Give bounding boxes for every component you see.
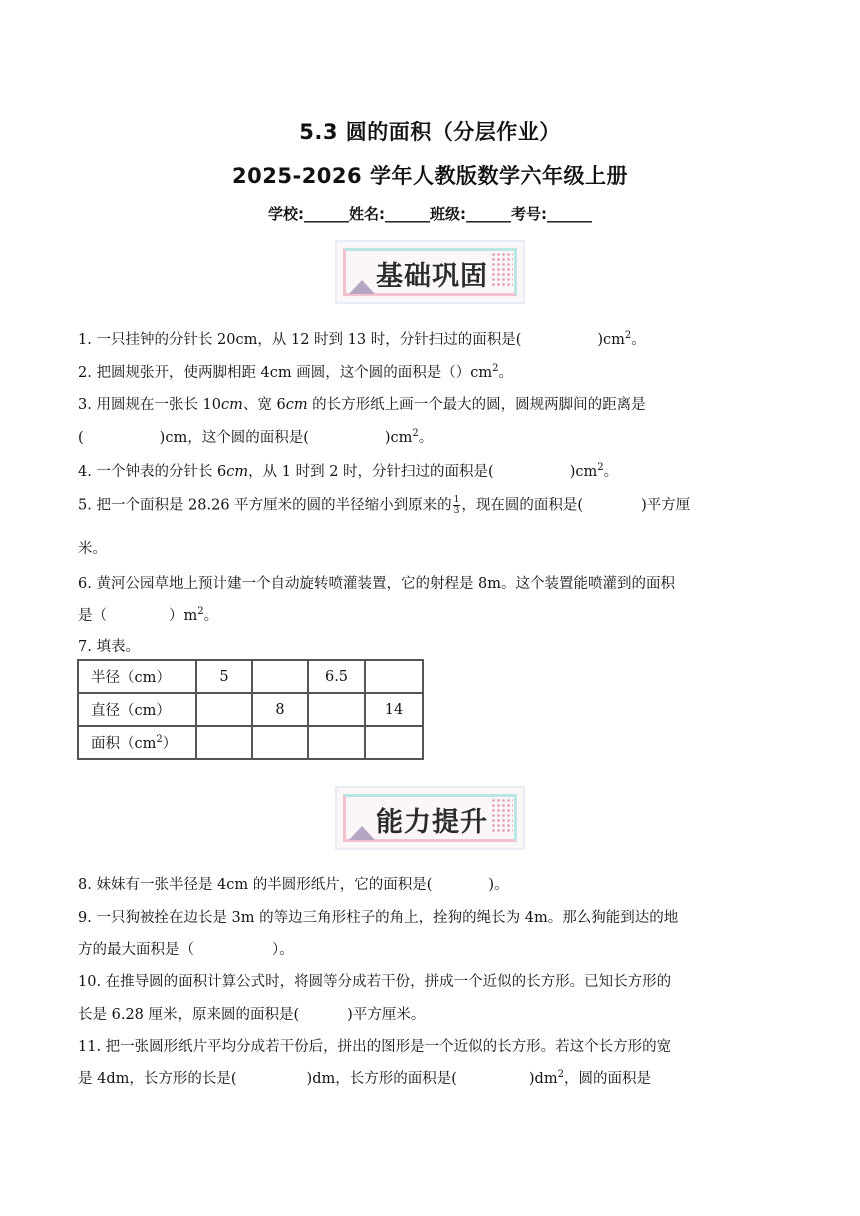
question-9-line-2: 方的最大面积是（ ）。	[78, 942, 294, 958]
question-11-line-1: 11. 把一张圆形纸片平均分成若干份后，拼出的图形是一个近似的长方形。若这个长方形的宽	[78, 1039, 672, 1055]
question-5-line-1: 5. 把一个面积是 28.26 平方厘米的圆的半径缩小到原来的 $\frac{1}{3}$ ，现在圆的面积是( )平方厘	[78, 495, 691, 516]
fraction-one-third: $\frac{1}{3}$	[453, 495, 460, 516]
question-11-line-2: 是 4dm，长方形的长是( )dm，长方形的面积是( )$dm^2$，圆的面积是	[78, 1069, 651, 1087]
question-4: 4. 一个钟表的分针长 6𝑐𝑚，从 1 时到 2 时，分针扫过的面积是( )$cm^2$。	[78, 462, 619, 480]
question-2: 2. 把圆规张开，使两脚相距 4cm 画圆，这个圆的面积是$()cm^2$。	[78, 363, 514, 381]
table-cell[interactable]	[252, 726, 308, 759]
question-10-line-1: 10. 在推导圆的面积计算公式时，将圆等分成若干份，拼成一个近似的长方形。已知长方形的	[78, 974, 672, 990]
section-title-basic: 基础巩固	[376, 261, 488, 292]
question-9-line-1: 9. 一只狗被拴在边长是 3m 的等边三角形柱子的角上，拴狗的绳长为 4m。那么狗能到达的地	[78, 910, 679, 926]
table-cell[interactable]	[252, 660, 308, 693]
page-title: 5.3 圆的面积（分层作业）	[299, 120, 561, 144]
table-row-header: 直径（cm）	[78, 693, 196, 726]
table-cell[interactable]	[196, 726, 252, 759]
question-6-line-1: 6. 黄河公园草地上预计建一个自动旋转喷灌装置，它的射程是 8m。这个装置能喷灌到的面积	[78, 576, 676, 592]
question-3-line-2: ( )cm，这个圆的面积是( )$cm^2$。	[78, 428, 434, 446]
table-row-header: 半径（cm）	[78, 660, 196, 693]
table-row	[78, 660, 423, 693]
table-cell[interactable]	[308, 726, 365, 759]
student-info-line: 学校:______姓名:______班级:______考号:______	[268, 205, 592, 223]
question-6-line-2: 是（ ）$m^2$。	[78, 606, 219, 624]
fill-in-table	[77, 659, 424, 760]
table-cell[interactable]	[365, 726, 423, 759]
table-row	[78, 693, 423, 726]
table-row	[78, 726, 423, 759]
table-cell[interactable]: 6.5	[308, 660, 365, 693]
section-banner-basic	[335, 240, 525, 304]
table-cell[interactable]	[308, 693, 365, 726]
question-1: 1. 一只挂钟的分针长 20cm，从 12 时到 13 时，分针扫过的面积是( )$cm^2$。	[78, 330, 646, 348]
question-5-line-2: 米。	[78, 541, 107, 557]
table-cell[interactable]	[196, 693, 252, 726]
question-3-line-1: 3. 用圆规在一张长 10𝑐𝑚、宽 6𝑐𝑚 的长方形纸上画一个最大的圆，圆规两脚间的距离是	[78, 397, 646, 413]
question-10-line-2: 长是 6.28 厘米，原来圆的面积是( )平方厘米。	[78, 1007, 426, 1023]
section-banner-advanced	[335, 786, 525, 850]
table-cell[interactable]: 14	[365, 693, 423, 726]
question-7: 7. 填表。	[78, 639, 140, 655]
table-cell[interactable]	[365, 660, 423, 693]
table-cell[interactable]: 8	[252, 693, 308, 726]
page-subtitle: 2025-2026 学年人教版数学六年级上册	[232, 164, 628, 188]
section-title-advanced: 能力提升	[376, 807, 488, 838]
table-row-header: 面积$(cm^2)$	[78, 726, 196, 759]
question-8: 8. 妹妹有一张半径是 4cm 的半圆形纸片，它的面积是( )。	[78, 877, 509, 893]
table-cell[interactable]: 5	[196, 660, 252, 693]
